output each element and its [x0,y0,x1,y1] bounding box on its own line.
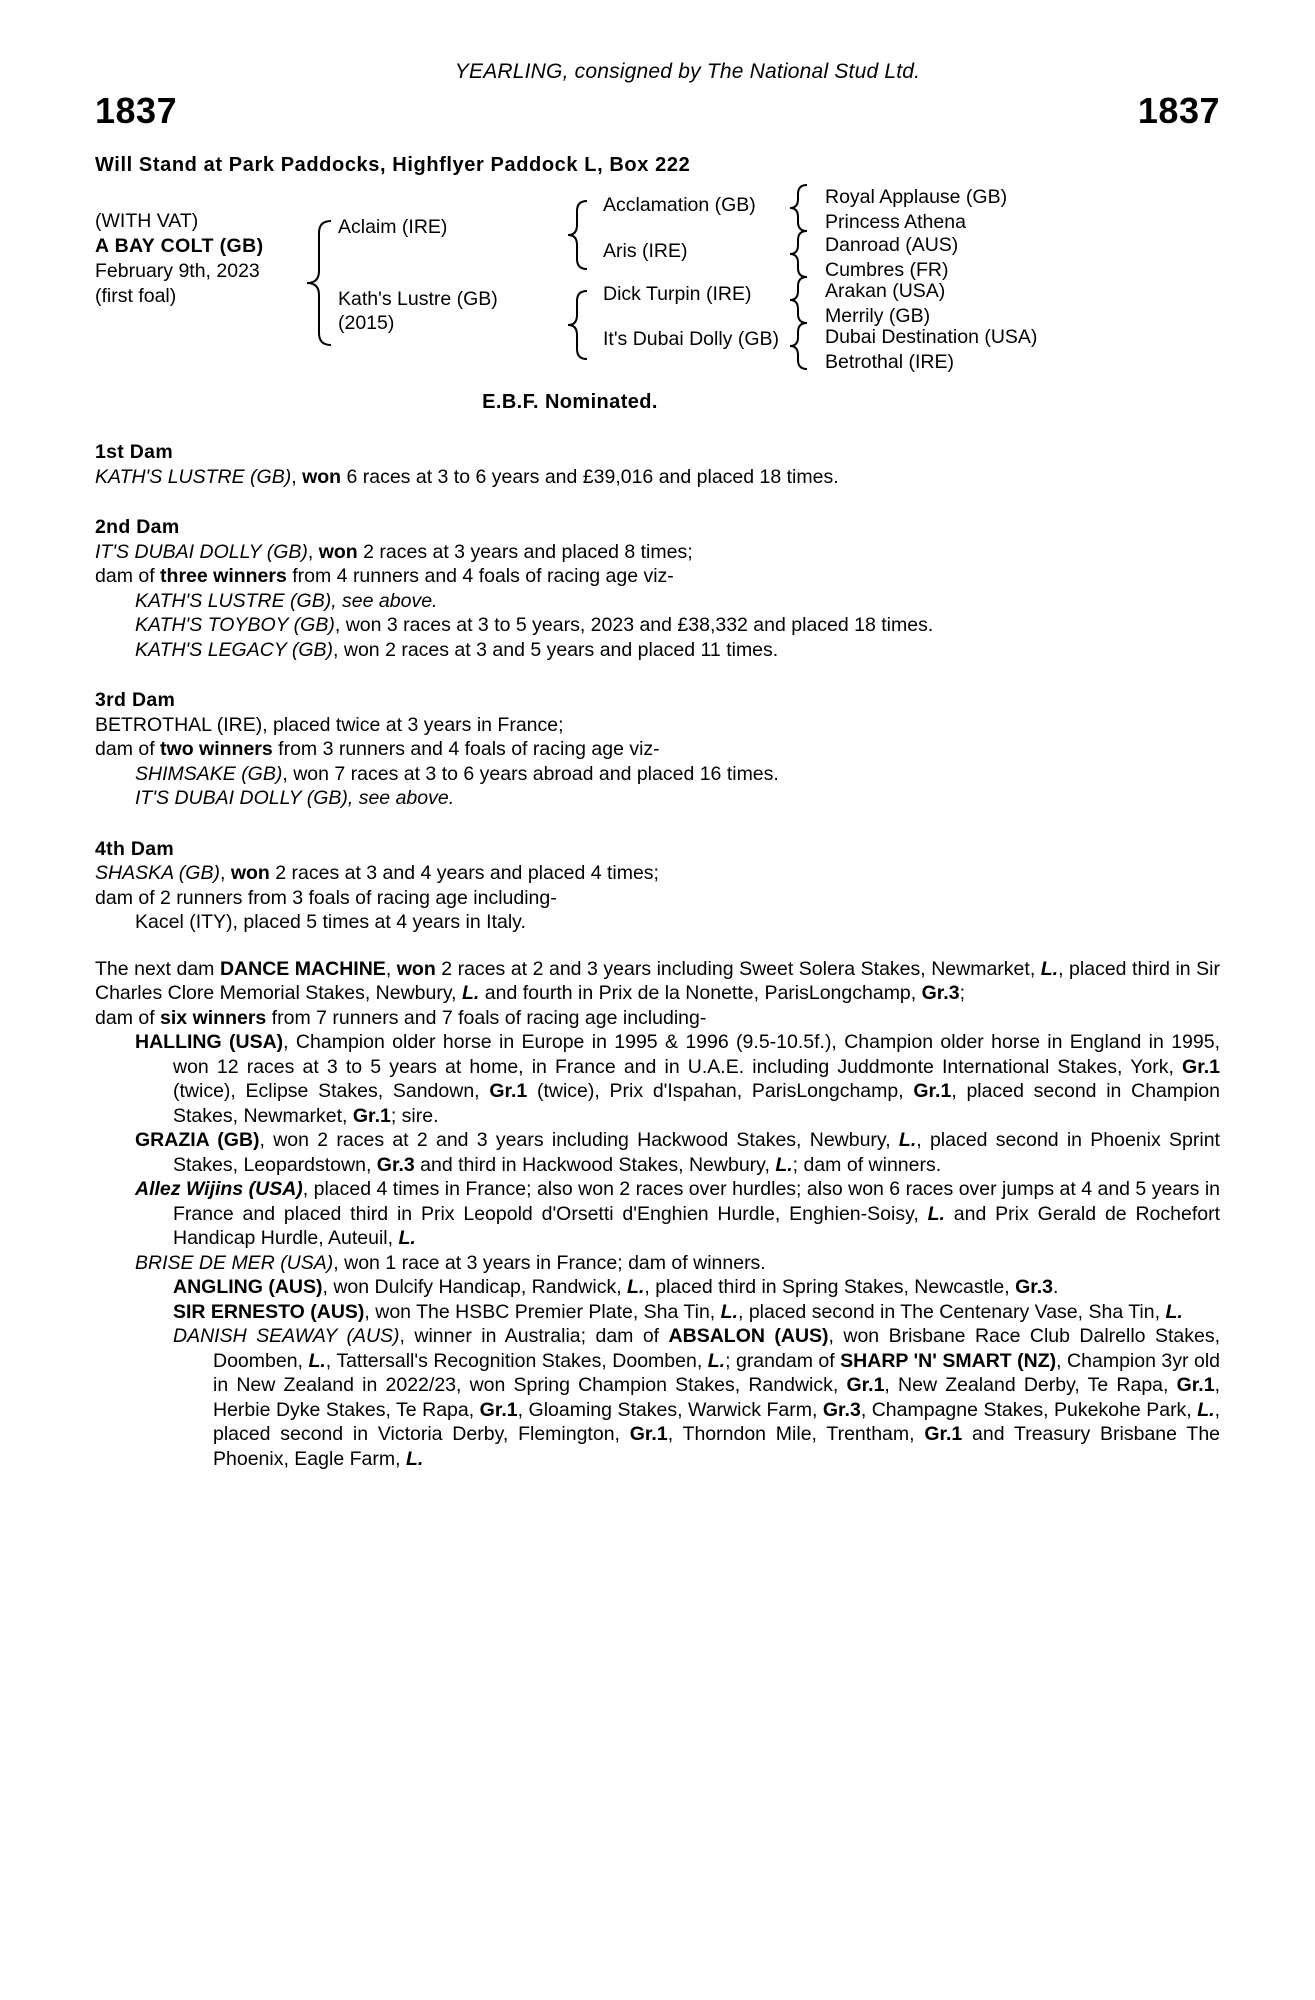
third-dam-damof: dam of two winners from 3 runners and 4 foals of racing age viz- [95,738,660,760]
next-dam-progeny-3: Allez Wijins (USA), placed 4 times in France; also won 2 races over hurdles; also won 6 races over jumps at 4 and 5 years in France and placed third in Prix Leopold d'Orsetti d'Enghien Hurdle, Enghien-Soisy, L. and Prix Gerald de Rochefort Handicap Hurdle, Auteuil, L. [135,1178,1220,1249]
gen4-sire-3: Arakan (USA) [825,280,946,302]
third-dam-section [95,688,1220,811]
first-dam-heading: 1st Dam [95,441,173,463]
second-dam-entry: IT'S DUBAI DOLLY (GB), won 2 races at 3 years and placed 8 times; [95,540,693,563]
first-dam-name: KATH'S LUSTRE (GB) [95,465,292,488]
next-dam-progeny-2: GRAZIA (GB), won 2 races at 2 and 3 years including Hackwood Stakes, Newbury, L., placed second in Phoenix Sprint Stakes, Leopardstown, Gr.3 and third in Hackwood Stakes, Newbury, L.; dam of winners. [135,1129,1220,1176]
next-dam-lead: The next dam DANCE MACHINE, won 2 races at 2 and 3 years including Sweet Solera Stakes, Newmarket, L., placed third in Sir Charles Clore Memorial Stakes, Newbury, L. and fourth in Prix de la Nonette, ParisLongchamp, Gr.3; [95,957,1220,1004]
gen4-sire-1: Royal Applause (GB) [825,186,1008,208]
standing-location: Will Stand at Park Paddocks, Highflyer Paddock L, Box 222 [95,154,691,176]
lot-number-right: 1837 [1137,90,1220,131]
fourth-dam-entry: SHASKA (GB), won 2 races at 3 and 4 years and placed 4 times; [95,862,659,884]
next-dam-progeny-4: BRISE DE MER (USA), won 1 race at 3 years in France; dam of winners. [135,1251,766,1274]
first-dam-section [95,440,1220,489]
next-dam-progeny-1: HALLING (USA), Champion older horse in Europe in 1995 & 1996 (9.5-10.5f.), Champion older horse in England in 1995, won 12 races at 3 to 5 years at home, in France and in U.A.E. including Juddmonte International Stakes, York, Gr.1 (twice), Eclipse Stakes, Sandown, Gr.1 (twice), Prix d'Ispahan, ParisLongchamp, Gr.1, placed second in Champion Stakes, Newmarket, Gr.1; sire. [135,1031,1221,1127]
gen4-group-2 [825,233,1185,282]
consignor-line: YEARLING, consigned by The National Stud Ltd. [454,60,921,83]
next-dam-name: DANCE MACHINE [219,957,386,980]
grand-progeny-2: SIR ERNESTO (AUS), won The HSBC Premier Plate, Sha Tin, L., placed second in The Centenary Vase, Sha Tin, L. [173,1300,1183,1323]
second-dam-name: IT'S DUBAI DOLLY (GB) [95,540,308,563]
vat-note: (WITH VAT) [95,210,199,232]
gen4-group-4 [825,325,1185,374]
sires-dam: Aris (IRE) [603,240,688,262]
pedigree-table [95,187,1220,377]
gen4-sire-2: Danroad (AUS) [825,234,959,256]
third-dam-entry: BETROTHAL (IRE), placed twice at 3 years in France; [95,713,564,736]
sire-name: Aclaim (IRE) [338,216,448,238]
sire [338,215,568,239]
second-dam-won: won [318,540,358,563]
first-dam-text: 6 races at 3 to 6 years and £39,016 and placed 18 times. [341,465,839,488]
first-dam-entry [95,465,1220,490]
third-dam-name: BETROTHAL (IRE) [95,713,263,736]
second-dam-damof: dam of three winners from 4 runners and 4 foals of racing age viz- [95,565,674,587]
second-dam-progeny-2: KATH'S TOYBOY (GB), won 3 races at 3 to 5 years, 2023 and £38,332 and placed 18 times. [135,614,934,636]
gen4-sire-4: Dubai Destination (USA) [825,326,1038,348]
next-dam-damof: dam of six winners from 7 runners and 7 foals of racing age including- [95,1006,707,1029]
second-dam-heading: 2nd Dam [95,516,180,538]
dams-dam: It's Dubai Dolly (GB) [603,328,780,350]
foaling-date: February 9th, 2023 [95,260,260,282]
second-dam-progeny-1: KATH'S LUSTRE (GB), see above. [135,589,438,612]
ebf-note: E.B.F. Nominated. [482,391,658,413]
gen4-dam-1: Princess Athena [825,210,966,233]
fourth-dam-name: SHASKA (GB) [95,862,220,884]
fourth-dam-progeny-1: Kacel (ITY), placed 5 times at 4 years in Italy. [135,911,526,933]
foal-note: (first foal) [95,285,177,307]
first-dam-won: won [302,465,342,488]
first-dam-comma: , [291,465,303,488]
third-dam-progeny-2: IT'S DUBAI DOLLY (GB), see above. [135,787,455,809]
dams-sire: Dick Turpin (IRE) [603,283,752,305]
dam-name: Kath's Lustre (GB) [338,288,498,310]
gen4-group-3 [825,279,1185,328]
subject-name: A BAY COLT (GB) [95,235,264,257]
gen4-dam-3: Merrily (GB) [825,304,931,327]
third-dam-heading: 3rd Dam [95,689,176,711]
gen4-group-1 [825,185,1185,234]
gen4-dam-4: Betrothal (IRE) [825,350,954,373]
grand-progeny-1: ANGLING (AUS), won Dulcify Handicap, Randwick, L., placed third in Spring Stakes, Newcastle, Gr.3. [173,1276,1059,1298]
grand-progeny-3: DANISH SEAWAY (AUS), winner in Australia; dam of ABSALON (AUS), won Brisbane Race Club Dalrello Stakes, Doomben, L., Tattersall's Recognition Stakes, Doomben, L.; grandam of SHARP 'N' SMART (NZ), Champion 3yr old in New Zealand in 2022/23, won Spring Champion Stakes, Randwick, Gr.1, New Zealand Derby, Te Rapa, Gr.1, Herbie Dyke Stakes, Te Rapa, Gr.1, Gloaming Stakes, Warwick Farm, Gr.3, Champagne Stakes, Pukekohe Park, L., placed second in Victoria Derby, Flemington, Gr.1, Thorndon Mile, Trentham, Gr.1 and Treasury Brisbane The Phoenix, Eagle Farm, L. [173,1325,1221,1470]
lot-number-row [95,90,1220,136]
third-dam-progeny-1: SHIMSAKE (GB), won 7 races at 3 to 6 years abroad and placed 16 times. [135,762,779,785]
lot-number-left: 1837 [95,90,178,131]
second-dam-progeny-3: KATH'S LEGACY (GB), won 2 races at 3 and 5 years and placed 11 times. [135,638,779,661]
sires-sire: Acclamation (GB) [603,194,756,216]
fourth-dam-damof: dam of 2 runners from 3 foals of racing age including- [95,886,557,909]
subject-details [95,209,310,309]
dam [338,287,568,335]
dam-year: (2015) [338,312,395,334]
second-dam-section [95,515,1220,662]
fourth-dam-heading: 4th Dam [95,837,175,860]
second-dam-text: 2 races at 3 years and placed 8 times; [357,540,693,563]
fourth-dam-section [95,837,1220,935]
gen4-dam-2: Cumbres (FR) [825,258,949,281]
